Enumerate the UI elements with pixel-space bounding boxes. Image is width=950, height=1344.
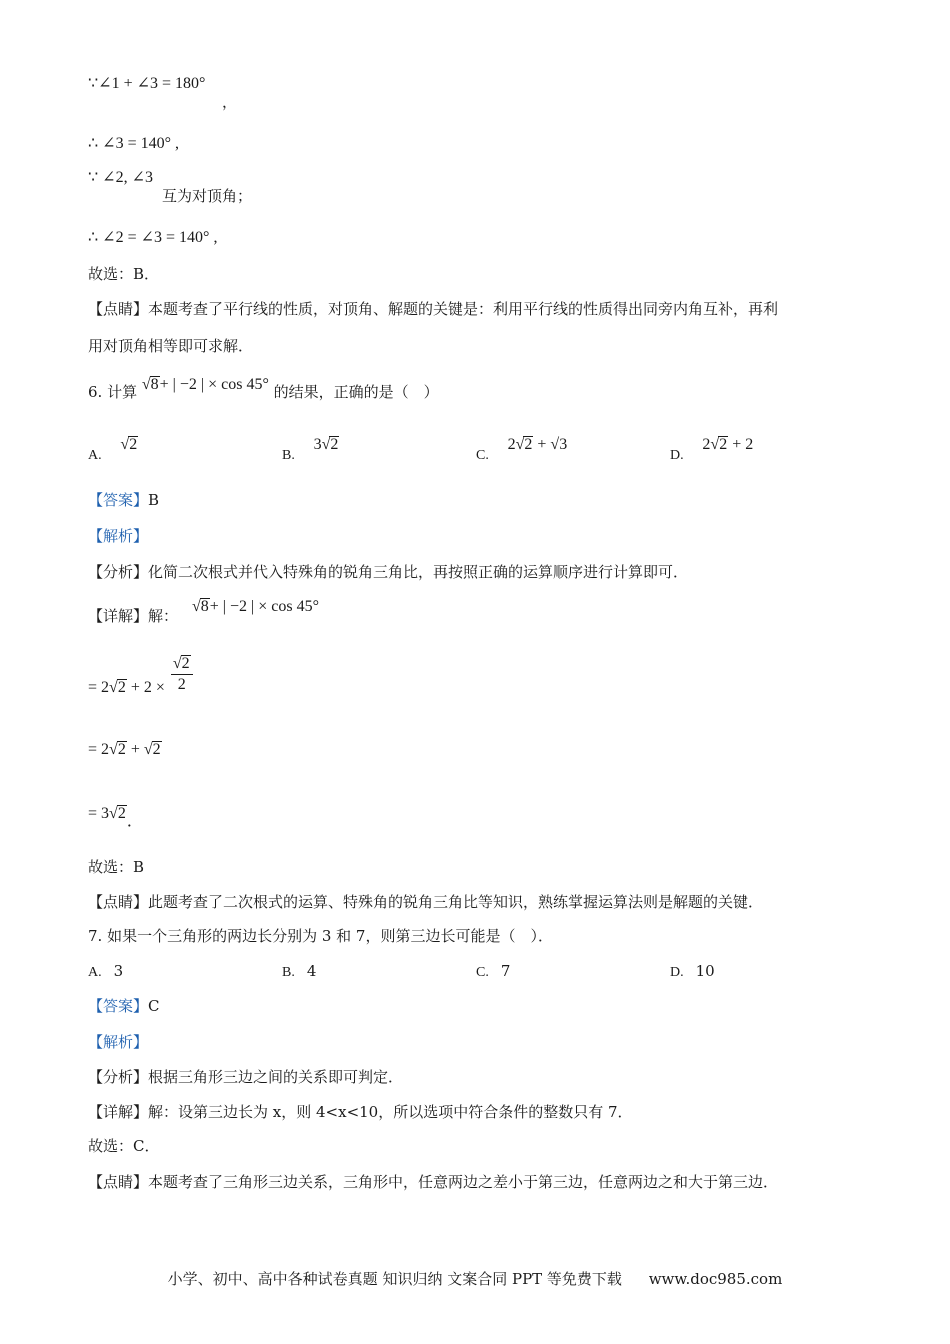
q6-final-answer: 故选：B xyxy=(88,858,145,876)
q6-step-2: = 2√2 + √2 xyxy=(88,741,161,758)
q6-step-3: = 3√2． xyxy=(88,805,143,830)
q6-step-1-fraction: $\frac{√2}{2}$ xyxy=(171,654,193,695)
proof-line-1-tail: ， xyxy=(222,93,238,111)
q6-detail-expression: √8+ | −2 | × cos 45° xyxy=(192,598,319,615)
prev-comment-line-1: 【点睛】本题考查了平行线的性质，对顶角、解题的关键是：利用平行线的性质得出同旁内角互补，再利 xyxy=(88,300,779,318)
footer-url[interactable]: www.doc985.com xyxy=(648,1270,783,1288)
q7-jiexi-tag: 【解析】 xyxy=(88,1033,149,1051)
q7-detail: 【详解】解：设第三边长为 x，则 4<x<10，所以选项中符合条件的整数只有 7． xyxy=(88,1103,633,1121)
q7-final-answer: 故选：C． xyxy=(88,1137,160,1155)
q6-step-1: = 2√2 + 2 × $\frac{√2}{2}$ xyxy=(88,654,193,695)
page-footer xyxy=(0,1268,950,1289)
q6-answer: 【答案】B xyxy=(88,491,160,509)
q7-answer: 【答案】C xyxy=(88,997,160,1015)
q6-detail-label: 【详解】解： xyxy=(88,607,179,625)
proof-line-2: ∴ ∠3 = 140° , xyxy=(88,135,180,152)
prev-comment-line-2: 用对顶角相等即可求解． xyxy=(88,337,254,355)
proof-line-4: ∴ ∠2 = ∠3 = 140° , xyxy=(88,229,218,246)
q7-analysis: 【分析】根据三角形三边之间的关系即可判定． xyxy=(88,1068,404,1086)
q7-option-c: C. 7 xyxy=(476,962,511,980)
prev-answer-line: 故选：B． xyxy=(88,265,160,283)
proof-line-3: ∵ ∠2, ∠3 xyxy=(88,169,153,186)
q6-stem: 6. 计算 √8+ | −2 | × cos 45° 的结果，正确的是（ ） xyxy=(88,376,439,401)
q6-analysis: 【分析】化简二次根式并代入特殊角的锐角三角比，再按照正确的运算顺序进行计算即可． xyxy=(88,563,689,581)
q7-comment: 【点睛】本题考查了三角形三边关系，三角形中，任意两边之差小于第三边，任意两边之和大于第三边． xyxy=(88,1173,779,1191)
q7-stem: 7. 如果一个三角形的两边长分别为 3 和 7，则第三边长可能是（ ）． xyxy=(88,927,553,945)
q6-expression: √8+ | −2 | × cos 45° xyxy=(141,376,269,393)
q7-option-a: A. 3 xyxy=(88,962,124,980)
q6-option-c: C. 2√2 + √3 xyxy=(476,436,568,463)
proof-line-3-text: 互为对顶角； xyxy=(162,187,253,205)
q6-option-b: B. 3√2 xyxy=(282,436,339,463)
footer-text: 小学、初中、高中各种试卷真题 知识归纳 文案合同 PPT 等免费下载 xyxy=(167,1270,622,1288)
q6-jiexi-tag: 【解析】 xyxy=(88,527,149,545)
q6-option-d: D. 2√2 + 2 xyxy=(670,436,754,463)
proof-line-1: ∵∠1 + ∠3 = 180° xyxy=(88,75,206,92)
q7-option-b: B. 4 xyxy=(282,962,317,980)
q7-option-d: D. 10 xyxy=(670,962,715,980)
q6-option-a: A. √2 xyxy=(88,436,138,463)
q6-comment: 【点睛】此题考查了二次根式的运算、特殊角的锐角三角比等知识，熟练掌握运算法则是解题的关键． xyxy=(88,893,764,911)
